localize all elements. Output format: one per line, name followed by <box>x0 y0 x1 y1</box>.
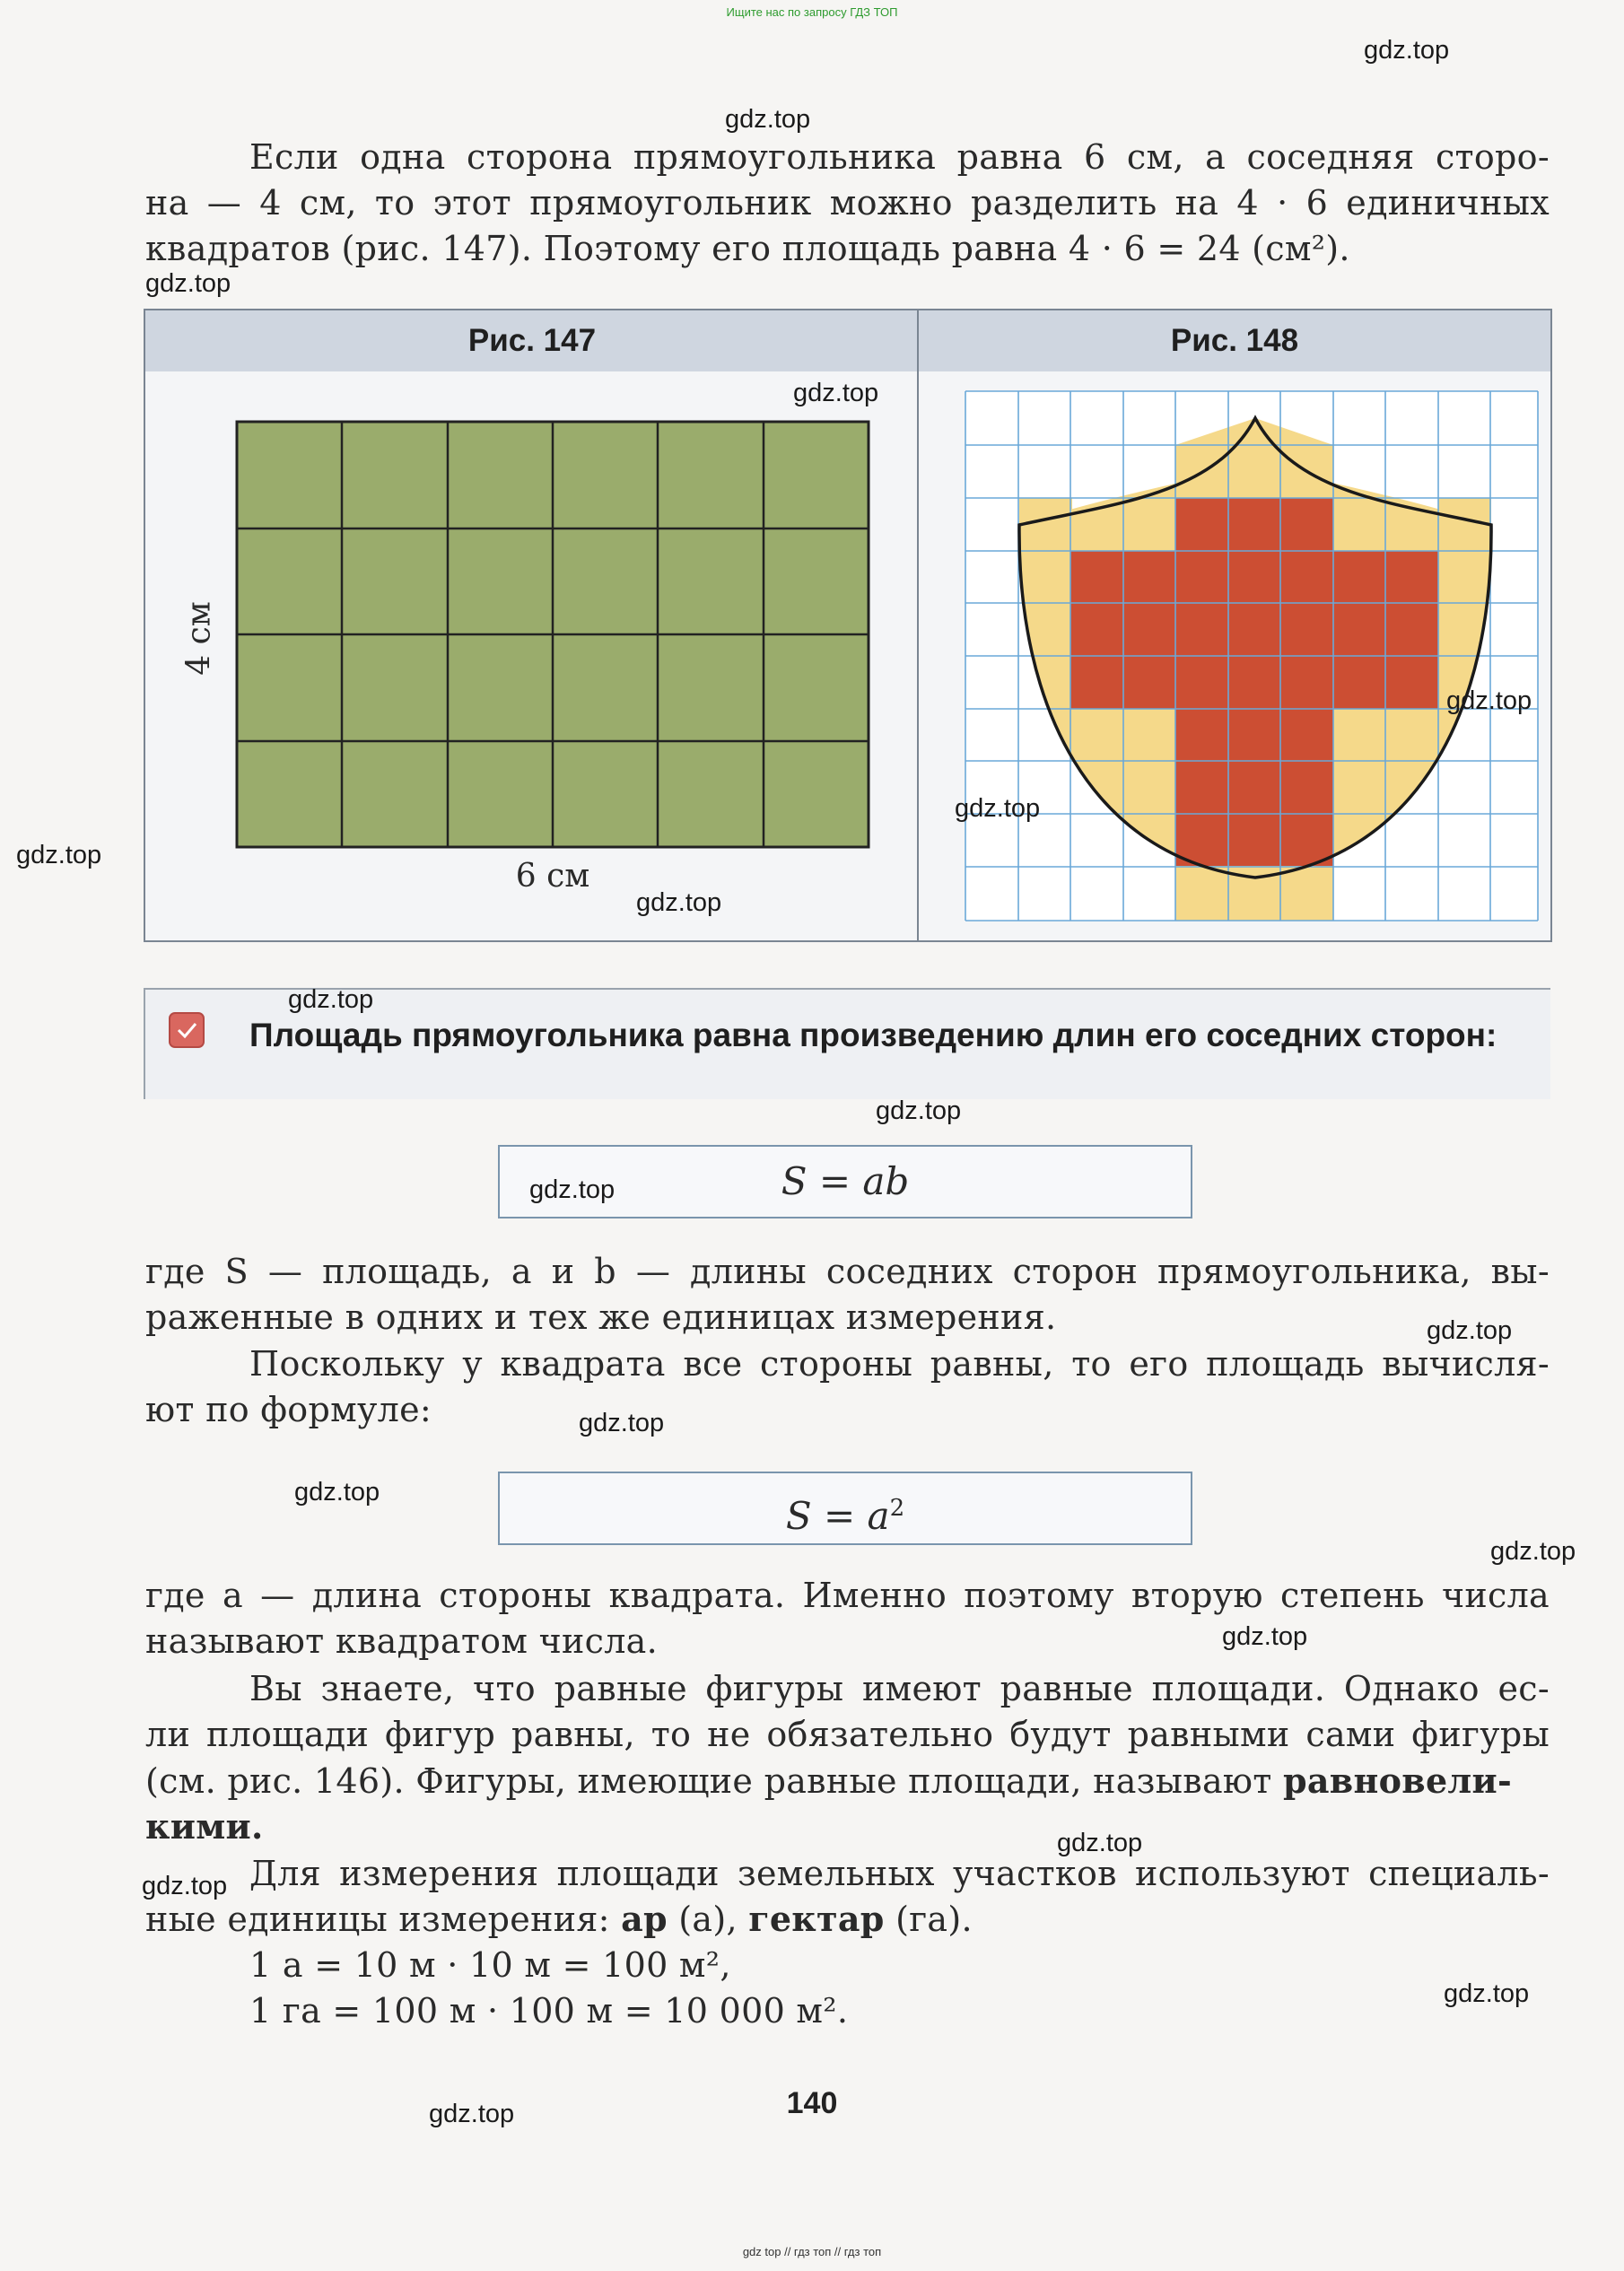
watermark: gdz.top <box>1364 36 1450 65</box>
paragraph-line <box>145 1897 1550 1942</box>
footer-note: gdz top // гдз топ // гдз топ <box>742 2245 882 2258</box>
paragraph-text: (га). <box>884 1900 973 1939</box>
formula-symbol: S <box>781 1159 808 1203</box>
watermark: gdz.top <box>429 2100 515 2128</box>
width-label: 6 см <box>515 858 590 895</box>
watermark: gdz.top <box>1490 1537 1576 1566</box>
watermark: gdz.top <box>529 1175 616 1204</box>
paragraph-line: Поскольку у квадрата все стороны равны, то его площадь вычисля- <box>249 1344 1550 1384</box>
term-bold: равновели- <box>1282 1760 1513 1801</box>
figure-148-title: Рис. 148 <box>919 310 1550 371</box>
paragraph-line: на — 4 см, то этот прямоугольник можно разделить на 4 · 6 единичных <box>145 183 1550 223</box>
paragraph-text: ные единицы измерения: <box>145 1900 622 1939</box>
page-number: 140 <box>786 2086 838 2120</box>
figure-147-title: Рис. 147 <box>145 310 919 371</box>
formula-equals: = <box>807 1159 863 1203</box>
paragraph-line: Для измерения площади земельных участков используют специаль- <box>249 1854 1550 1893</box>
header-note: Ищите нас по запросу ГДЗ ТОП <box>726 5 898 19</box>
formula-square-area <box>498 1472 1192 1545</box>
watermark: gdz.top <box>793 379 879 407</box>
paragraph-line <box>145 1759 1550 1804</box>
paragraph-line: ли площади фигур равны, то не обязательно будут равными сами фигуры <box>145 1715 1550 1754</box>
formula-symbol: ab <box>862 1159 910 1203</box>
formula-equals: = <box>811 1494 868 1538</box>
term-bold: ар <box>621 1899 668 1939</box>
watermark: gdz.top <box>636 888 722 917</box>
unit-definition: 1 га = 100 м · 100 м = 10 000 м². <box>249 1991 849 2031</box>
watermark: gdz.top <box>1444 1979 1530 2008</box>
checkmark-icon <box>169 1012 205 1048</box>
paragraph-line: называют квадратом числа. <box>145 1621 659 1661</box>
paragraph-line: ют по формуле: <box>145 1390 432 1429</box>
watermark: gdz.top <box>579 1409 665 1437</box>
watermark: gdz.top <box>288 985 374 1014</box>
watermark: gdz.top <box>876 1096 962 1125</box>
paragraph-line: где a — длина стороны квадрата. Именно поэтому вторую степень числа <box>145 1576 1550 1615</box>
watermark: gdz.top <box>1057 1829 1143 1857</box>
watermark: gdz.top <box>294 1478 380 1507</box>
figure-148-panel <box>917 309 1552 942</box>
watermark: gdz.top <box>1446 686 1532 715</box>
paragraph-line: квадратов (рис. 147). Поэтому его площадь равна 4 · 6 = 24 (см²). <box>145 229 1350 268</box>
paragraph-line: Если одна сторона прямоугольника равна 6 см, а соседняя сторо- <box>249 137 1550 177</box>
figure-148-shield <box>919 310 1550 940</box>
term-bold: кими. <box>145 1806 264 1847</box>
watermark: gdz.top <box>1427 1316 1513 1345</box>
formula-symbol: S <box>785 1494 812 1538</box>
formula-symbol: a <box>867 1494 890 1538</box>
watermark: gdz.top <box>725 105 811 134</box>
paragraph-line: Вы знаете, что равные фигуры имеют равные площади. Однако ес- <box>249 1669 1550 1708</box>
watermark: gdz.top <box>16 841 102 869</box>
paragraph-line: раженные в одних и тех же единицах измерения. <box>145 1297 1057 1337</box>
paragraph-text: (а), <box>667 1900 749 1939</box>
watermark: gdz.top <box>145 269 231 298</box>
formula-power: 2 <box>889 1495 905 1522</box>
rule-text: Площадь прямоугольника равна произведению длин его соседних сторон: <box>249 1017 1497 1053</box>
term-bold: гектар <box>748 1899 885 1939</box>
watermark: gdz.top <box>1222 1622 1308 1651</box>
watermark: gdz.top <box>955 794 1041 823</box>
unit-definition: 1 а = 10 м · 10 м = 100 м², <box>249 1945 731 1985</box>
paragraph-text: (см. рис. 146). Фигуры, имеющие равные площади, называют <box>145 1761 1283 1801</box>
paragraph-line: где S — площадь, a и b — длины соседних сторон прямоугольника, вы- <box>145 1252 1550 1291</box>
watermark: gdz.top <box>142 1872 228 1900</box>
height-label: 4 см <box>180 601 218 676</box>
